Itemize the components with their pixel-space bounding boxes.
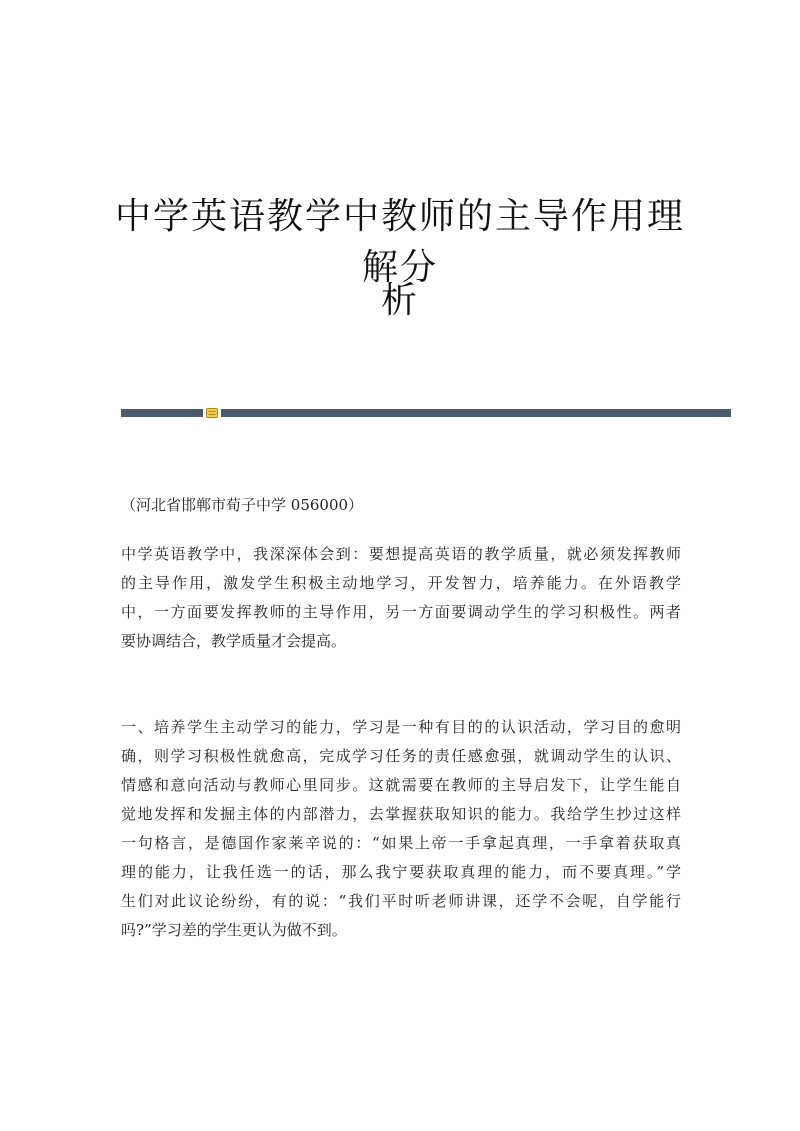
title-divider xyxy=(121,409,731,417)
author-affiliation: （河北省邯郸市荀子中学 056000） xyxy=(121,496,364,514)
paragraph-line: 理的能力，让我任选一的话，那么我宁要获取真理的能力，而不要真理。”学 xyxy=(121,863,681,881)
paragraph-line: 吗?”学习差的学生更认为做不到。 xyxy=(121,921,347,939)
document-title-line-2: 析 xyxy=(380,280,419,321)
paragraph-line: 觉地发挥和发掘主体的内部潜力，去掌握获取知识的能力。我给学生抄过这样 xyxy=(121,805,681,823)
paragraph-intro xyxy=(121,540,681,656)
divider-left-segment xyxy=(121,409,203,417)
paragraph-line: 情感和意向活动与教师心里同步。这就需要在教师的主导启发下，让学生能自 xyxy=(121,776,681,794)
paragraph-line: 要协调结合，教学质量才会提高。 xyxy=(121,632,347,650)
document-emblem-icon xyxy=(206,408,218,418)
paragraph-line: 确，则学习积极性就愈高，完成学习任务的责任感愈强，就调动学生的认识、 xyxy=(121,747,681,765)
paragraph-line: 一、培养学生主动学习的能力，学习是一种有目的的认识活动，学习目的愈明 xyxy=(121,718,681,736)
paragraph-line: 的主导作用，激发学生积极主动地学习，开发智力，培养能力。在外语教学 xyxy=(121,574,681,592)
document-title-line-1: 中学英语教学中教师的主导作用理解分 xyxy=(114,196,685,288)
paragraph-line: 生们对此议论纷纷，有的说：“我们平时听老师讲课，还学不会呢，自学能行 xyxy=(121,892,681,910)
paragraph-line: 中学英语教学中，我深深体会到：要想提高英语的教学质量，就必须发挥教师 xyxy=(121,545,681,563)
paragraph-line: 一句格言，是德国作家莱辛说的：“如果上帝一手拿起真理，一手拿着获取真 xyxy=(121,834,681,852)
paragraph-line: 中，一方面要发挥教师的主导作用，另一方面要调动学生的学习积极性。两者 xyxy=(121,603,681,621)
paragraph-section-one xyxy=(121,713,681,945)
divider-right-segment xyxy=(221,409,731,417)
